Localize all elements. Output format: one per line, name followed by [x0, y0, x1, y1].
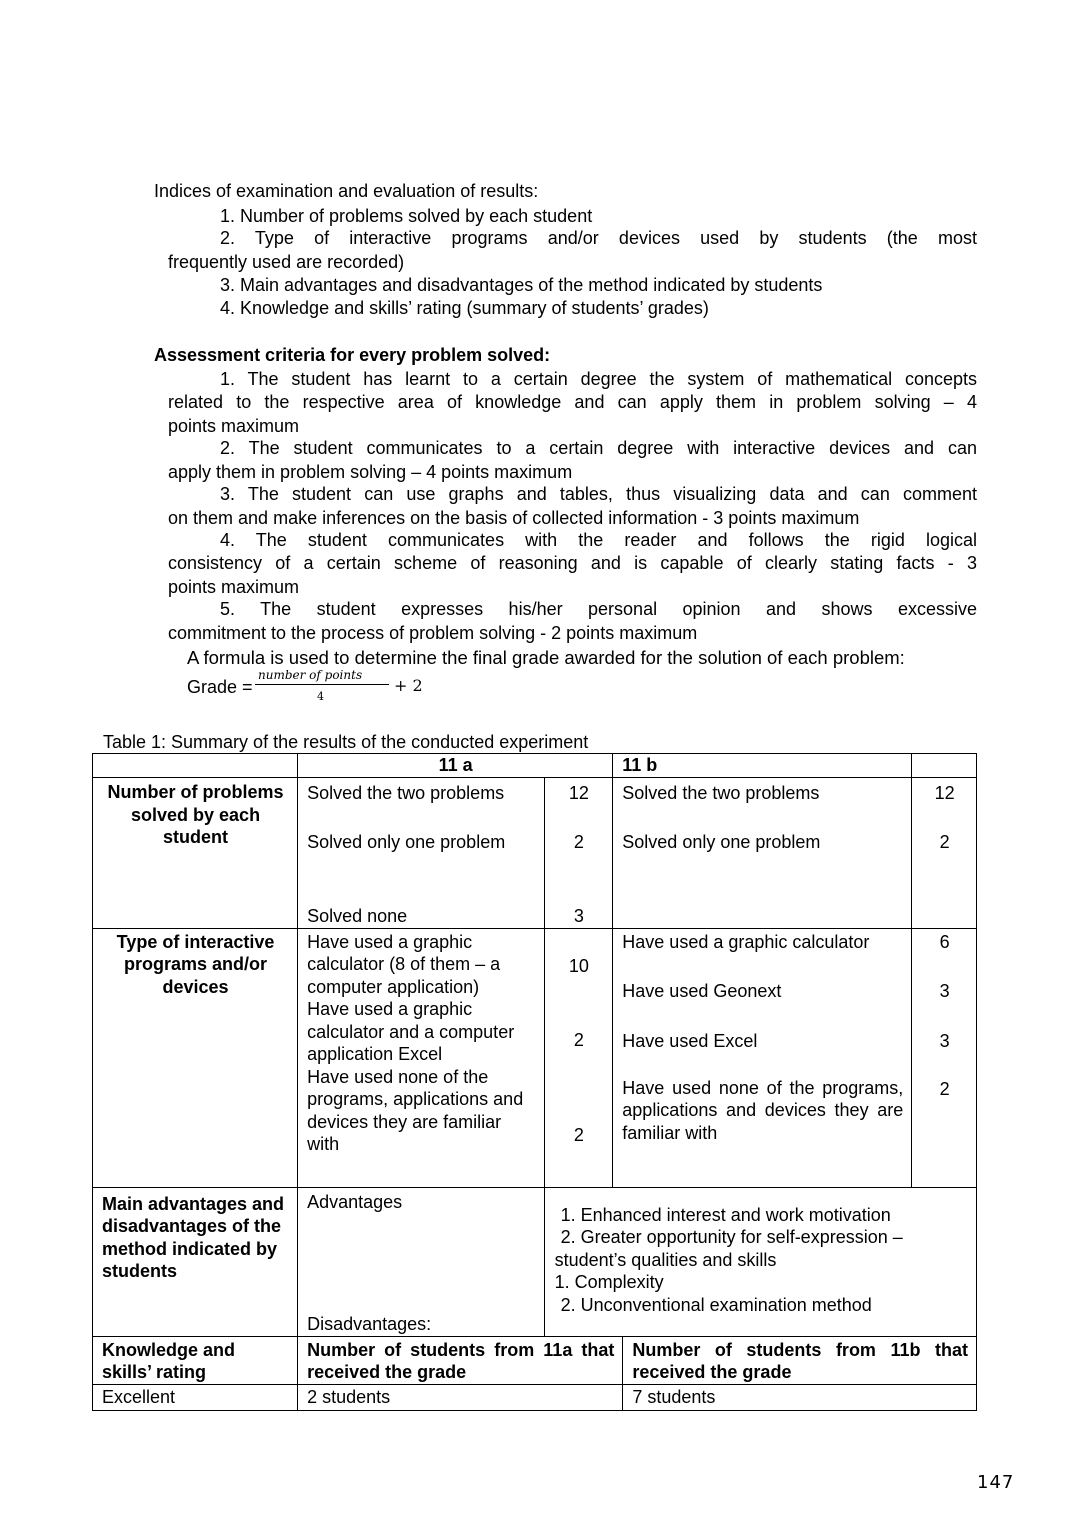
cell-11b-programs: [613, 928, 912, 1187]
row-label-excellent: Excellent: [93, 1384, 298, 1410]
criteria-line-3: points maximum: [168, 416, 300, 436]
cell-11a-problems: [298, 778, 545, 929]
indices-item-2: 2. Type of interactive programs and/or devices used by students (the most: [220, 228, 977, 248]
list-item: Have used a graphic calculator and a computer application Excel: [307, 999, 515, 1064]
disadvantages-label: Disadvantages:: [307, 1314, 432, 1334]
criteria-line-9: consistency of a certain scheme of reasoning and is capable of clearly stating facts - 3: [168, 553, 977, 573]
criteria-title: Assessment criteria for every problem solved:: [154, 345, 551, 365]
list-item: Solved none: [307, 906, 408, 926]
count-value: 2: [939, 832, 950, 852]
criteria-line-10: points maximum: [168, 577, 300, 597]
table-row-rating-header: [93, 1336, 977, 1384]
advantages-label: Advantages: [307, 1191, 403, 1212]
count-value: 2: [573, 1124, 584, 1145]
indices-item-1: 1. Number of problems solved by each student: [220, 206, 593, 226]
count-value: 3: [573, 906, 584, 926]
advantage-item-cont: student’s qualities and skills: [554, 1249, 777, 1270]
formula-numerator: number of points: [258, 668, 363, 682]
table-header-row: [93, 754, 977, 778]
count-value: 12: [934, 783, 955, 803]
formula-fraction-bar: [255, 684, 389, 685]
cell-11b-rating-header: Number of students from 11b that received the grade: [623, 1336, 977, 1384]
cell-11a-rating-header: Number of students from 11a that received the grade: [298, 1336, 623, 1384]
criteria-line-12: commitment to the process of problem solving - 2 points maximum: [168, 623, 698, 643]
indices-item-4: 4. Knowledge and skills’ rating (summary of students’ grades): [220, 298, 709, 318]
header-11b: 11 b: [613, 754, 912, 778]
list-item: Solved only one problem: [622, 832, 821, 852]
list-item: Have used Geonext: [622, 980, 782, 1001]
count-value: 3: [939, 980, 950, 1001]
row-label-programs: Type of interactive programs and/or devices: [93, 928, 298, 1187]
cell-advantages-content: [544, 1187, 976, 1336]
criteria-line-6: 3. The student can use graphs and tables, thus visualizing data and can comment: [220, 484, 977, 504]
indices-title: Indices of examination and evaluation of results:: [154, 181, 539, 201]
cell-11a-problems-counts: [544, 778, 613, 929]
criteria-line-8: 4. The student communicates with the reader and follows the rigid logical: [220, 530, 977, 550]
list-item: Solved the two problems: [622, 783, 820, 803]
table-row-advantages: [93, 1187, 977, 1336]
criteria-line-4: 2. The student communicates to a certain degree with interactive devices and can: [220, 438, 977, 458]
results-table: [92, 753, 977, 1411]
row-label-problems: Number of problems solved by each student: [93, 778, 298, 929]
formula-intro: A formula is used to determine the final grade awarded for the solution of each problem:: [187, 647, 905, 668]
table-row-excellent: [93, 1384, 977, 1410]
list-item: Solved the two problems: [307, 783, 505, 803]
table-caption: Table 1: Summary of the results of the conducted experiment: [103, 732, 589, 752]
table-row-problems: [93, 778, 977, 929]
list-item: Have used none of the programs, applications and devices they are familiar with: [622, 1077, 904, 1143]
count-value: 6: [939, 931, 950, 952]
formula-rhs: + 2: [394, 676, 423, 695]
count-value: 12: [568, 783, 589, 803]
cell-11b-programs-counts: [912, 928, 977, 1187]
cell-11b-problems: [613, 778, 912, 929]
list-item: Have used Excel: [622, 1030, 758, 1051]
list-item: Have used none of the programs, applications and devices they are familiar with: [307, 1066, 524, 1154]
criteria-line-1: 1. The student has learnt to a certain degree the system of mathematical concepts: [220, 369, 977, 389]
header-11a: 11 a: [298, 754, 613, 778]
list-item: Solved only one problem: [307, 832, 506, 852]
count-value: 10: [568, 955, 589, 976]
advantage-item: 1. Enhanced interest and work motivation: [560, 1204, 891, 1225]
row-label-advantages: Main advantages and disadvantages of the method indicated by students: [93, 1187, 298, 1336]
cell-11a-programs-counts: [544, 928, 613, 1187]
criteria-line-11: 5. The student expresses his/her personal opinion and shows excessive: [220, 599, 977, 619]
row-label-rating: Knowledge and skills’ rating: [93, 1336, 298, 1384]
cell-11a-excellent: 2 students: [298, 1384, 623, 1410]
indices-item-2-cont: frequently used are recorded): [168, 252, 405, 272]
page-number: 147: [977, 1472, 1015, 1493]
formula-lhs: Grade =: [187, 677, 253, 697]
table-row-programs: [93, 928, 977, 1187]
header-empty-cell: [93, 754, 298, 778]
cell-11a-programs: [298, 928, 545, 1187]
disadvantage-item: 2. Unconventional examination method: [560, 1294, 872, 1315]
disadvantage-item: 1. Complexity: [554, 1272, 664, 1292]
cell-11b-problems-counts: [912, 778, 977, 929]
indices-item-3: 3. Main advantages and disadvantages of the method indicated by students: [220, 275, 823, 295]
criteria-line-5: apply them in problem solving – 4 points maximum: [168, 462, 573, 482]
criteria-line-2: related to the respective area of knowledge and can apply them in problem solving – 4: [168, 392, 977, 412]
cell-advantages-labels: [298, 1187, 545, 1336]
count-value: 3: [939, 1030, 950, 1051]
criteria-line-7: on them and make inferences on the basis of collected information - 3 points maximum: [168, 508, 860, 528]
count-value: 2: [573, 1029, 584, 1050]
count-value: 2: [939, 1078, 950, 1099]
header-empty-cell-right: [912, 754, 977, 778]
cell-11b-excellent: 7 students: [623, 1384, 977, 1410]
count-value: 2: [573, 832, 584, 852]
formula-denominator: 4: [317, 690, 324, 703]
advantage-item: 2. Greater opportunity for self-expression –: [560, 1227, 903, 1247]
list-item: Have used a graphic calculator: [622, 931, 870, 952]
list-item: Have used a graphic calculator (8 of them – a computer application): [307, 931, 501, 997]
